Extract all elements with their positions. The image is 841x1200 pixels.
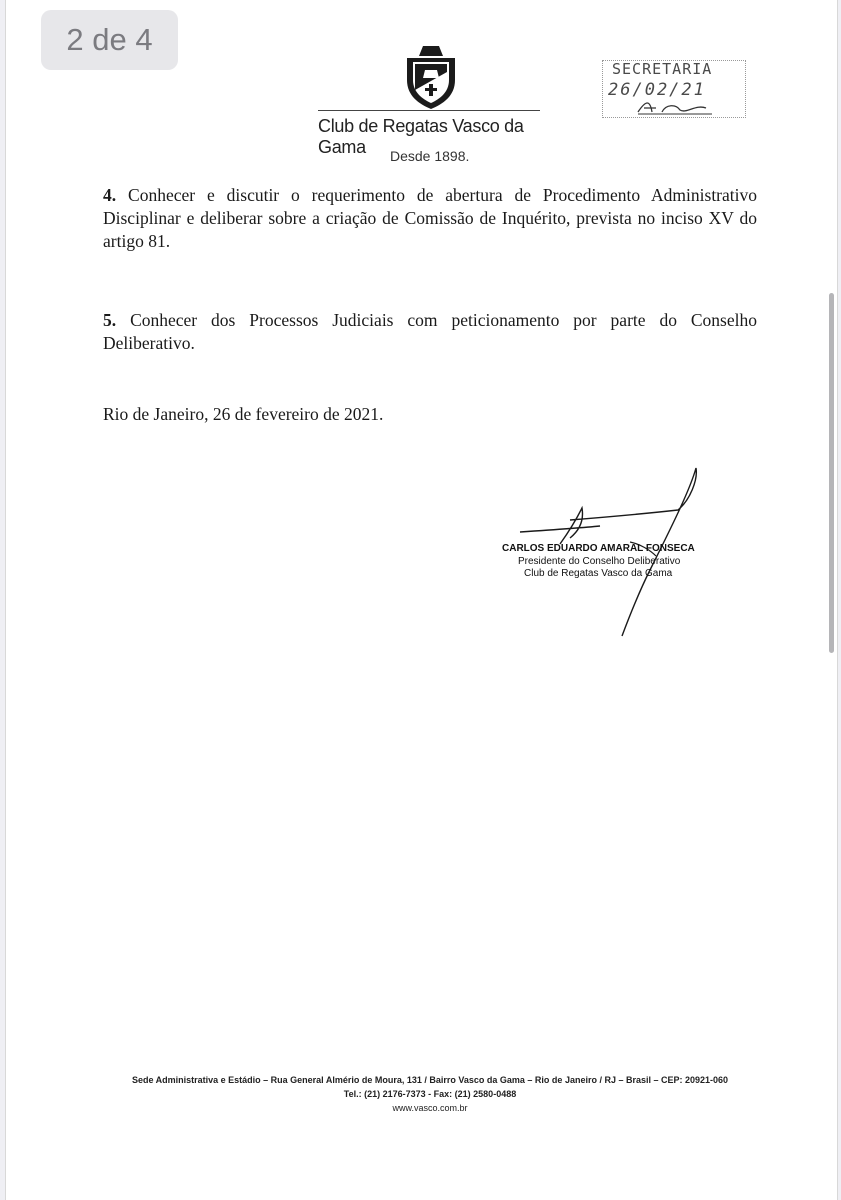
agenda-item-4 (103, 184, 757, 253)
footer (100, 1073, 760, 1115)
scrollbar[interactable] (829, 293, 834, 653)
agenda-item-text: Conhecer e discutir o requerimento de abertura de Procedimento Administrativo Disciplinar e deliberar sobre a criação de Comissão de Inquérito, prevista no inciso XV do artigo 81. (103, 185, 757, 251)
secretaria-stamp (598, 58, 748, 118)
letterhead-divider (318, 110, 540, 111)
footer-website[interactable]: www.vasco.com.br (392, 1103, 468, 1113)
signer-block (502, 543, 732, 581)
club-name: Club de Regatas Vasco da Gama (318, 116, 524, 157)
agenda-item-number: 4. (103, 185, 117, 205)
stamp-initials-icon (636, 98, 716, 116)
document-page (5, 0, 838, 1200)
signer-role: Presidente do Conselho Deliberativo (518, 555, 681, 567)
page-counter: 2 de 4 (41, 10, 178, 70)
signer-name: CARLOS EDUARDO AMARAL FONSECA (502, 543, 695, 554)
footer-address: Sede Administrativa e Estádio – Rua General Almério de Moura, 131 / Bairro Vasco da Gama – Rio de Janeiro / RJ – Brasil – CEP: 20921-060 (131, 1075, 729, 1085)
agenda-item-number: 5. (103, 310, 117, 330)
club-crest-icon (403, 44, 459, 110)
agenda-item-text: Conhecer dos Processos Judiciais com peticionamento por parte do Conselho Deliberativo. (103, 310, 757, 353)
signer-org: Club de Regatas Vasco da Gama (524, 568, 673, 579)
date-line: Rio de Janeiro, 26 de fevereiro de 2021. (103, 404, 384, 424)
agenda-item-5 (103, 309, 757, 355)
club-since: Desde 1898. (390, 148, 470, 164)
footer-phone: Tel.: (21) 2176-7373 - Fax: (21) 2580-0488 (343, 1089, 517, 1099)
stamp-title: SECRETARIA (612, 60, 713, 78)
stamp-date: 26/02/21 (608, 80, 706, 100)
